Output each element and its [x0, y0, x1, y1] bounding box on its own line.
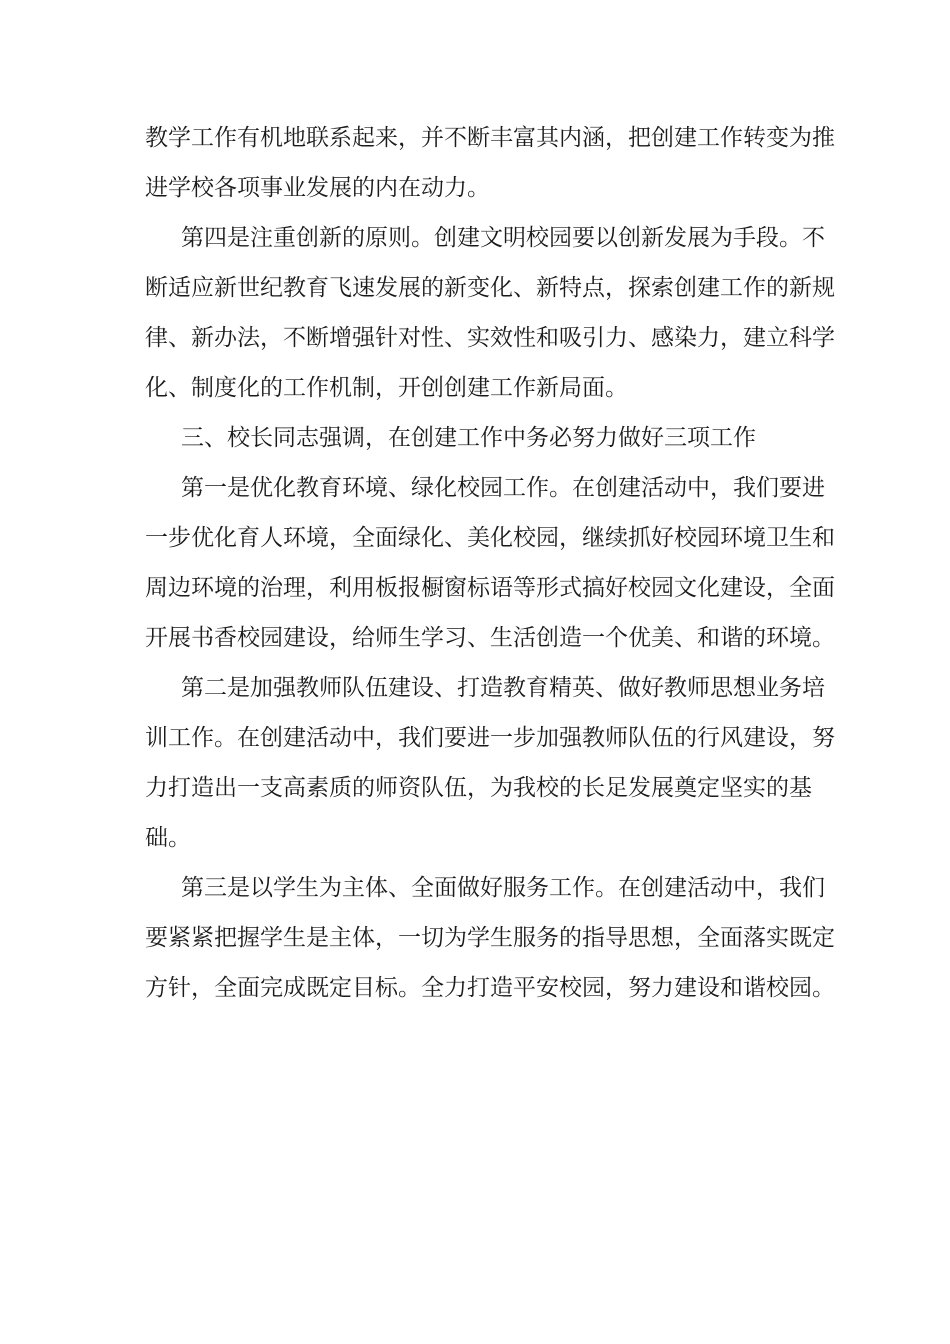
text-line: 力打造出一支高素质的师资队伍，为我校的长足发展奠定坚实的基 [145, 775, 812, 801]
text-line: 律、新办法，不断增强针对性、实效性和吸引力、感染力，建立科学 [145, 325, 835, 351]
paragraph-task-two [145, 663, 835, 863]
text-line: 周边环境的治理，利用板报橱窗标语等形式搞好校园文化建设，全面 [145, 575, 835, 601]
paragraph-task-three [145, 863, 835, 1013]
text-line: 训工作。在创建活动中，我们要进一步加强教师队伍的行风建设，努 [145, 725, 835, 751]
section-heading [145, 413, 810, 463]
text-line: 第四是注重创新的原则。创建文明校园要以创新发展为手段。不 [181, 225, 825, 251]
text-line: 进学校各项事业发展的内在动力。 [145, 175, 490, 201]
document-page [145, 113, 835, 1013]
heading-line: 三、校长同志强调，在创建工作中务必努力做好三项工作 [181, 425, 756, 451]
text-line: 一步优化育人环境，全面绿化、美化校园，继续抓好校园环境卫生和 [145, 525, 835, 551]
paragraph-principle-four [145, 213, 835, 413]
text-line: 断适应新世纪教育飞速发展的新变化、新特点，探索创建工作的新规 [145, 275, 835, 301]
text-line: 方针，全面完成既定目标。全力打造平安校园，努力建设和谐校园。 [145, 975, 835, 1001]
text-line: 要紧紧把握学生是主体，一切为学生服务的指导思想，全面落实既定 [145, 925, 835, 951]
paragraph-continuation [145, 113, 835, 213]
text-line: 第一是优化教育环境、绿化校园工作。在创建活动中，我们要进 [181, 475, 825, 501]
paragraph-task-one [145, 463, 835, 663]
text-line: 开展书香校园建设，给师生学习、生活创造一个优美、和谐的环境。 [145, 625, 835, 651]
text-line: 化、制度化的工作机制，开创创建工作新局面。 [145, 375, 628, 401]
text-line: 第三是以学生为主体、全面做好服务工作。在创建活动中，我们 [181, 875, 825, 901]
text-line: 础。 [145, 825, 191, 851]
text-line: 第二是加强教师队伍建设、打造教育精英、做好教师思想业务培 [181, 675, 825, 701]
text-line: 教学工作有机地联系起来，并不断丰富其内涵，把创建工作转变为推 [145, 125, 835, 151]
